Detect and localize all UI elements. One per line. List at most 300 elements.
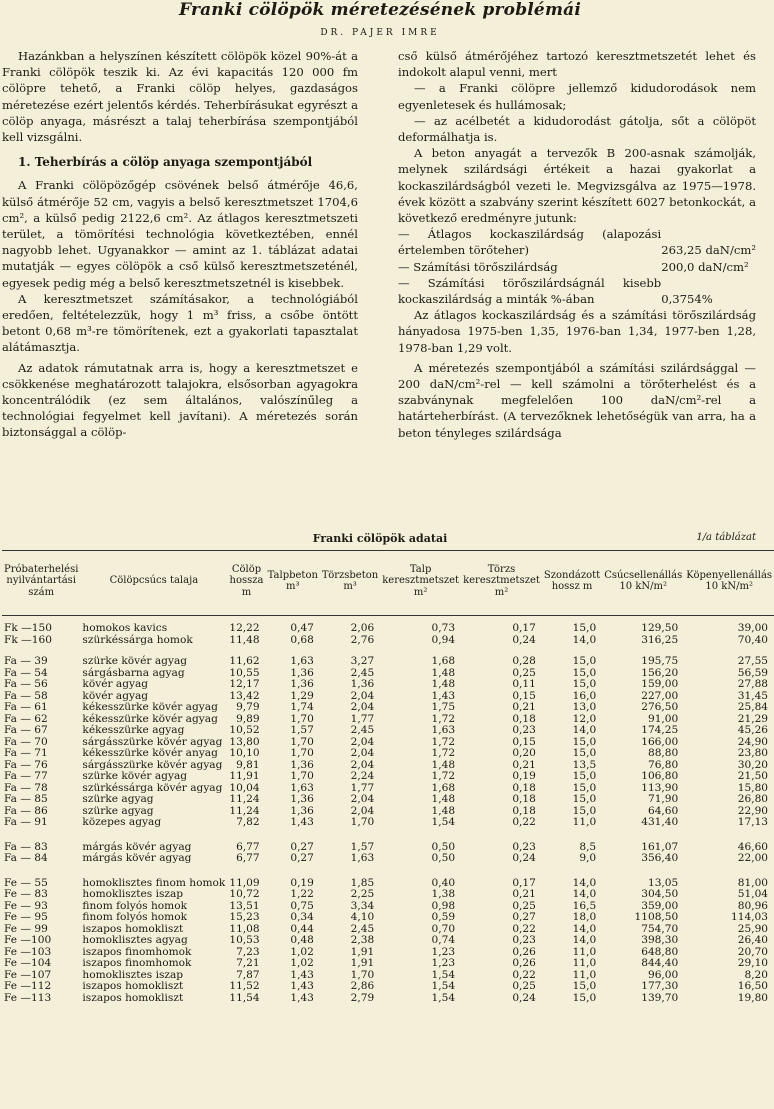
table-row [2, 656, 774, 668]
stat-value: 263,25 daN/cm² [661, 243, 756, 258]
table-cell: iszapos homokliszt [82, 980, 184, 992]
table-cell: 1,29 [290, 689, 314, 702]
table-cell: 1,54 [431, 968, 456, 981]
table-cell: 1,70 [350, 816, 375, 828]
table-cell: 15,0 [572, 735, 597, 748]
table-cell: 15,0 [572, 980, 597, 992]
table-cell: 0,15 [512, 689, 536, 702]
table-cell: 129,50 [641, 622, 679, 634]
table-cell: 0,21 [512, 888, 536, 900]
paragraph: Hazánkban a helyszínen készített cölöpök közel 90%-át a Franki cölöpök teszik ki. Az évi kapacitás 120 000 fm cölöpre tehető, a Franki cölöp helyes, gazdaságos méretezése ezért jelentős kérdés. Teherbírásukat egyrészt a cölöp anyaga, másrészt a talaj teherbírása szempontjából kell vizsgálni. [2, 49, 358, 145]
table-cell: 27,88 [737, 678, 769, 690]
table-cell: homoklisztes iszap [82, 888, 184, 900]
table-cell: homoklisztes agyag [82, 934, 188, 946]
table-cell: 159,00 [641, 678, 679, 690]
table-row [2, 981, 774, 993]
article-title: Franki cölöpök méretezésének problémái [178, 0, 582, 20]
table-cell: 0,11 [512, 678, 536, 690]
table-cell: közepes agyag [82, 816, 162, 828]
table-cell: 2,76 [350, 633, 375, 646]
table-row [2, 993, 774, 1005]
table-cell: 12,22 [229, 622, 260, 634]
table-cell: 1,43 [290, 991, 314, 1004]
table-cell: 25,84 [737, 701, 769, 713]
table-cell: kékesszürke agyag [82, 724, 185, 736]
table-cell: Fe — 55 [4, 876, 48, 889]
table-cell: 27,55 [737, 655, 769, 667]
table-cell: 15,0 [572, 747, 597, 759]
table-cell: 1,48 [431, 758, 456, 771]
table-cell: 10,10 [229, 747, 260, 759]
table-cell: 45,26 [737, 724, 769, 736]
table-cell: kékesszürke kövér agyag [82, 701, 218, 713]
table-cell: 10,55 [229, 666, 260, 679]
table-cell: Fe —113 [4, 991, 52, 1004]
table-cell: 0,44 [290, 922, 314, 935]
table-cell: 0,94 [431, 633, 456, 646]
table-row [2, 794, 774, 806]
table-cell: 1,43 [290, 816, 314, 828]
spacer-cell [2, 829, 774, 842]
table-cell: 106,80 [641, 770, 679, 782]
table-cell: 1,36 [290, 666, 314, 679]
table-cell: 0,25 [512, 899, 536, 912]
table-cell: 0,23 [512, 934, 536, 946]
table-header-row [2, 551, 774, 616]
table-cell: Fa — 77 [4, 770, 48, 782]
table-cell: 6,77 [236, 840, 260, 853]
table-cell: 1,36 [290, 758, 314, 771]
table-cell: 1,72 [431, 712, 456, 725]
table-cell: 1,68 [431, 781, 456, 794]
table-row [2, 853, 774, 865]
table-cell: 2,45 [350, 724, 375, 736]
paragraph: A Franki cölöpözőgép csövének belső átmérője 46,6, külső átmérője 52 cm, vagyis a belső keresztmetszet 1704,6 cm², a külső pedig 2122,6 cm². Az átlagos keresztmetszeti terület, a tömörítési technológia következtében, ennél nagyobb lehet. Ugyanakkor — amint az 1. táblázat adatai mutatják — egyes cölöpök a cső külső keresztmetszeténél, egyesek pedig még a belső keresztmetszetnél is kisebbek. [2, 178, 358, 290]
table-cell: 0,27 [290, 840, 314, 853]
table-cell: 15,0 [572, 804, 597, 817]
table-cell: 39,00 [737, 622, 769, 634]
table-cell: 1,72 [431, 770, 456, 782]
column-header: Talp keresztmetszet m² [380, 551, 461, 616]
table-cell: 1,48 [431, 804, 456, 817]
table-cell: 2,04 [350, 689, 375, 702]
table-cell: 6,77 [236, 852, 260, 864]
table-row [2, 748, 774, 760]
table-cell: 15,0 [572, 991, 597, 1004]
table-cell: iszapos finomhomok [82, 945, 192, 958]
table-row [2, 771, 774, 783]
table-cell: 1,36 [290, 678, 314, 690]
table-row [2, 958, 774, 970]
table-cell: 1,68 [431, 655, 456, 667]
table-cell: 7,82 [236, 816, 260, 828]
table-cell: 81,00 [737, 876, 769, 889]
table-cell: 11,24 [229, 804, 260, 817]
table-cell: sárgásszürke kövér agyag [82, 758, 223, 771]
table-cell: 26,80 [737, 793, 769, 805]
table-cell: 1,74 [290, 701, 314, 713]
table-cell: Fa — 54 [4, 666, 48, 679]
left-column [2, 48, 358, 441]
table-cell: 11,48 [229, 633, 260, 646]
group-spacer [2, 829, 774, 842]
table-number: 1/a táblázat [696, 532, 756, 543]
table-cell: 648,80 [641, 945, 679, 958]
table-cell: 12,0 [572, 712, 597, 725]
table-cell: 0,22 [512, 922, 536, 935]
table-cell: 8,20 [744, 968, 769, 981]
table-cell: 0,27 [290, 852, 314, 864]
column-header: Törzsbeton m³ [320, 551, 380, 616]
table-cell: 14,0 [572, 888, 597, 900]
table-cell: 16,50 [737, 980, 769, 992]
table-cell: 91,00 [647, 712, 679, 725]
stat-label: — Számítási törőszilárdságnál kisebb kockaszilárdság a minták %-ában [398, 275, 662, 307]
table-cell: 31,45 [737, 689, 769, 702]
stat-value: 0,3754% [661, 292, 713, 307]
table-cell: 2,45 [350, 922, 375, 935]
table-cell: 1,43 [290, 968, 314, 981]
table-cell: 25,90 [737, 922, 769, 935]
table-cell: Fa — 39 [4, 655, 48, 667]
table-cell: Fe —103 [4, 945, 52, 958]
table-cell: Fe — 95 [4, 911, 48, 923]
table-cell: Fk —160 [4, 633, 52, 646]
table-cell: 174,25 [641, 724, 679, 736]
table-cell: 17,13 [737, 816, 769, 828]
table-row [2, 817, 774, 829]
table-cell: kékesszürke kövér anyag [82, 747, 218, 759]
table-cell: 13,5 [572, 758, 597, 771]
table-cell: 56,59 [737, 666, 769, 679]
table-cell: Fa — 58 [4, 689, 48, 702]
table-cell: 2,06 [350, 622, 375, 634]
table-cell: Fe —112 [4, 980, 52, 992]
table-cell: 1,77 [350, 712, 375, 725]
table-cell: 15,80 [737, 781, 769, 794]
table-row [2, 616, 774, 635]
table-cell: 16,5 [572, 899, 597, 912]
table-cell: 0,19 [290, 876, 314, 889]
table-cell: 1,75 [431, 701, 456, 713]
stat-row [398, 275, 756, 307]
table-cell: 0,23 [512, 840, 536, 853]
table-cell: 1,48 [431, 666, 456, 679]
table-cell: 1,54 [431, 816, 456, 828]
table-cell: 15,0 [572, 793, 597, 805]
table-cell: 88,80 [647, 747, 679, 759]
stat-row [398, 259, 756, 275]
table-cell: 3,34 [350, 899, 375, 912]
table-cell: 15,0 [572, 770, 597, 782]
table-cell: 96,00 [647, 968, 679, 981]
table-cell: 15,0 [572, 678, 597, 690]
table-cell: szürke kövér agyag [82, 770, 188, 782]
table-cell: 1,70 [290, 747, 314, 759]
table-cell: 0,24 [512, 991, 536, 1004]
table-cell: Fa — 76 [4, 758, 48, 771]
table-cell: finom folyós homok [82, 911, 187, 923]
table-cell: 9,79 [236, 701, 260, 713]
table-cell: szürke agyag [82, 804, 154, 817]
table-row [2, 935, 774, 947]
table-cell: 1,63 [290, 781, 314, 794]
table-cell: 2,04 [350, 804, 375, 817]
table-cell: Fa — 78 [4, 781, 48, 794]
table-cell: 0,70 [431, 922, 456, 935]
table-cell: 9,0 [579, 852, 597, 864]
column-header: Talpbeton m³ [266, 551, 320, 616]
table-cell: 14,0 [572, 922, 597, 935]
table-cell: Fe — 93 [4, 899, 48, 912]
table-cell: Fe — 99 [4, 922, 48, 935]
table-cell: kövér agyag [82, 678, 149, 690]
table-cell: iszapos homokliszt [82, 991, 184, 1004]
table-cell: márgás kövér agyag [82, 852, 192, 864]
column-header: Szondázott hossz m [542, 551, 602, 616]
paragraph: cső külső átmérőjéhez tartozó keresztmetszetét lehet és indokolt alapul venni, mert [398, 49, 756, 80]
stat-row [398, 226, 756, 258]
table-cell: 0,15 [512, 735, 536, 748]
stat-label: — Számítási törőszilárdság [398, 259, 558, 274]
table-cell: 0,17 [512, 876, 536, 889]
table-cell: 2,45 [350, 666, 375, 679]
table-cell: 0,25 [512, 980, 536, 992]
table-cell: 2,04 [350, 793, 375, 805]
table-cell: 1,63 [290, 655, 314, 667]
table-body [2, 616, 774, 1005]
table-cell: 156,20 [641, 666, 679, 679]
table-cell: 8,5 [579, 840, 597, 853]
table-cell: sárgásszürke kövér agyag [82, 735, 223, 748]
table-cell: 2,25 [350, 888, 375, 900]
table-cell: 70,40 [737, 633, 769, 646]
table-cell: 1,36 [290, 793, 314, 805]
table-cell: 0,23 [512, 724, 536, 736]
table-cell: 16,0 [572, 689, 597, 702]
right-column [398, 48, 756, 441]
table-cell: 2,04 [350, 747, 375, 759]
table-cell: 51,04 [737, 888, 769, 900]
table-cell: 0,25 [512, 666, 536, 679]
table-cell: homoklisztes finom homok [82, 876, 226, 889]
table-cell: 0,26 [512, 957, 536, 969]
table-cell: 71,90 [647, 793, 679, 805]
table-cell: 2,04 [350, 701, 375, 713]
table-cell: 19,80 [737, 991, 769, 1004]
table-cell: 0,24 [512, 633, 536, 646]
table-cell: 1,77 [350, 781, 375, 794]
table-cell: 10,52 [229, 724, 260, 736]
table-cell: Fa — 86 [4, 804, 48, 817]
table-cell: 11,24 [229, 793, 260, 805]
table-cell: Fa — 61 [4, 701, 48, 713]
table-cell: 276,50 [641, 701, 679, 713]
table-cell: 1,72 [431, 735, 456, 748]
table-cell: 3,27 [350, 655, 375, 667]
table-row [2, 912, 774, 924]
paragraph: A beton anyagát a tervezők B 200-asnak számolják, melynek szilárdsági értékeit a hazai gyakorlat a kockaszilárdságból vezeti le. Megvizsgálva az 1975—1978. évek között a szabvány szerint készített 6027 betonkockát, a következő eredményre jutunk: [398, 146, 756, 226]
table-cell: 14,0 [572, 934, 597, 946]
table-cell: 15,0 [572, 655, 597, 667]
table-cell: 0,34 [290, 911, 314, 923]
table-cell: 2,04 [350, 735, 375, 748]
table-cell: 0,98 [431, 899, 456, 912]
table-cell: 15,23 [229, 911, 260, 923]
column-header: Cölöp hossza m [227, 551, 265, 616]
column-header: Cölöpcsúcs talaja [80, 551, 227, 616]
table-cell: 1108,50 [634, 911, 679, 923]
table-cell: 0,26 [512, 945, 536, 958]
paragraph: Az adatok rámutatnak arra is, hogy a keresztmetszet e csökkenése meghatározott talajokra, elsősorban agyagokra koncentrálódik (ez sem általános, valószínűleg a technológiai fegyelmet kell javítani). A méretezés során biztonsággal a cölöp- [2, 360, 358, 440]
table-cell: 11,08 [229, 922, 260, 935]
table-cell: 356,40 [641, 852, 679, 864]
table-cell: 0,18 [512, 712, 536, 725]
table-cell: Fa — 62 [4, 712, 48, 725]
table-cell: 166,00 [641, 735, 679, 748]
table-cell: 13,0 [572, 701, 597, 713]
table-cell: 1,54 [431, 980, 456, 992]
table-cell: 304,50 [641, 888, 679, 900]
pile-data-table [2, 550, 774, 1004]
table-cell: 0,28 [512, 655, 536, 667]
table-cell: 114,03 [730, 911, 769, 923]
table-cell: 4,10 [350, 911, 375, 923]
table-cell: 0,18 [512, 781, 536, 794]
table-cell: 0,24 [512, 852, 536, 864]
author-byline: DR. PAJER IMRE [320, 28, 440, 38]
table-cell: 1,23 [431, 945, 456, 958]
table-cell: Fe — 83 [4, 888, 48, 900]
table-row [2, 725, 774, 737]
table-cell: 26,40 [737, 934, 769, 946]
table-cell: szürke agyag [82, 793, 154, 805]
table-cell: 1,48 [431, 793, 456, 805]
table-cell: 13,42 [229, 689, 260, 702]
stat-value: 200,0 daN/cm² [661, 259, 749, 274]
table-cell: 398,30 [641, 934, 679, 946]
table-cell: 14,0 [572, 876, 597, 889]
table-cell: 1,43 [431, 689, 456, 702]
table-cell: 0,74 [431, 934, 456, 946]
table-cell: 1,70 [350, 968, 375, 981]
table-cell: 10,72 [229, 888, 260, 900]
table-cell: homokos kavics [82, 622, 168, 634]
table-cell: iszapos finomhomok [82, 957, 192, 969]
table-cell: 7,23 [236, 945, 260, 958]
table-cell: 1,70 [290, 712, 314, 725]
table-cell: 1,63 [350, 852, 375, 864]
table-cell: finom folyós homok [82, 899, 187, 912]
table-cell: 2,38 [350, 934, 375, 946]
table-cell: 76,80 [647, 758, 679, 771]
table-cell: homoklisztes iszap [82, 968, 184, 981]
table-cell: 29,10 [737, 957, 769, 969]
table-cell: 11,0 [572, 957, 597, 969]
table-cell: 15,0 [572, 666, 597, 679]
table-cell: 0,20 [512, 747, 536, 759]
table-cell: Fa — 56 [4, 678, 48, 690]
table-cell: márgás kövér agyag [82, 840, 192, 853]
table-cell: Fe —100 [4, 934, 52, 946]
table-cell: Fa — 71 [4, 747, 48, 759]
table-cell: 754,70 [641, 922, 679, 935]
table-cell: 1,70 [290, 735, 314, 748]
table-cell: 139,70 [641, 991, 679, 1004]
table-cell: 113,90 [641, 781, 679, 794]
table-cell: 0,68 [290, 633, 314, 646]
table-cell: 30,20 [737, 758, 769, 771]
table-cell: 0,22 [512, 816, 536, 828]
table-cell: 844,40 [641, 957, 679, 969]
table-cell: 1,57 [350, 840, 375, 853]
table-cell: 0,22 [512, 968, 536, 981]
table-cell: 11,52 [229, 980, 260, 992]
table-cell: 2,04 [350, 758, 375, 771]
table-cell: 10,04 [229, 781, 260, 794]
table-cell: 0,40 [431, 876, 456, 889]
table-cell: 14,0 [572, 724, 597, 736]
concrete-strength-list [398, 226, 756, 307]
table-cell: 10,53 [229, 934, 260, 946]
table-cell: 15,0 [572, 622, 597, 634]
table-cell: Fa — 70 [4, 735, 48, 748]
table-row [2, 635, 774, 647]
table-cell: 11,0 [572, 816, 597, 828]
table-cell: 195,75 [641, 655, 679, 667]
table-cell: 20,70 [737, 945, 769, 958]
table-cell: 2,24 [350, 770, 375, 782]
table-cell: 21,29 [737, 712, 769, 725]
table-cell: szürkéssárga homok [82, 633, 193, 646]
table-cell: 22,90 [737, 804, 769, 817]
table-cell: 0,21 [512, 758, 536, 771]
stat-label: — Átlagos kockaszilárdság (alapozási értelemben törőteher) [398, 227, 662, 258]
table-cell: 0,17 [512, 622, 536, 634]
table-cell: kékesszürke kövér agyag [82, 712, 218, 725]
table-cell: 1,36 [290, 804, 314, 817]
table-row [2, 702, 774, 714]
table-cell: 12,17 [229, 678, 260, 690]
table-cell: 1,02 [290, 945, 314, 958]
column-header: Próbaterhelési nyilvántartási szám [2, 551, 80, 616]
table-cell: 316,25 [641, 633, 679, 646]
table-cell: Fa — 91 [4, 816, 48, 828]
table-cell: 9,81 [236, 758, 260, 771]
table-cell: 23,80 [737, 747, 769, 759]
table-cell: Fa — 83 [4, 840, 48, 853]
paragraph: — az acélbetét a kidudorodást gátolja, sőt a cölöpöt deformálhatja is. [398, 113, 756, 145]
table-cell: 9,89 [236, 712, 260, 725]
table-cell: 0,27 [512, 911, 536, 923]
paragraph: A keresztmetszet számításakor, a technológiából eredően, feltételezzük, hogy 1 m³ friss, a csőbe öntött betont 0,68 m³-re tömörítenek, ezt a gyakorlati tapasztalat alátámasztja. [2, 291, 358, 355]
table-cell: 0,50 [431, 840, 456, 853]
table-cell: 1,54 [431, 991, 456, 1004]
table-cell: 18,0 [572, 911, 597, 923]
table-cell: 1,85 [350, 876, 375, 889]
table-cell: 1,57 [290, 724, 314, 736]
table-cell: 22,00 [737, 852, 769, 864]
table-cell: Fa — 85 [4, 793, 48, 805]
table-cell: 11,0 [572, 968, 597, 981]
table-cell: 1,91 [350, 957, 375, 969]
table-cell: 7,21 [236, 957, 260, 969]
table-cell: 2,86 [350, 980, 375, 992]
group-spacer [2, 865, 774, 878]
column-header: Köpenyellenállás 10 kN/m² [684, 551, 774, 616]
table-cell: 11,54 [229, 991, 260, 1004]
table-cell: 64,60 [647, 804, 679, 817]
